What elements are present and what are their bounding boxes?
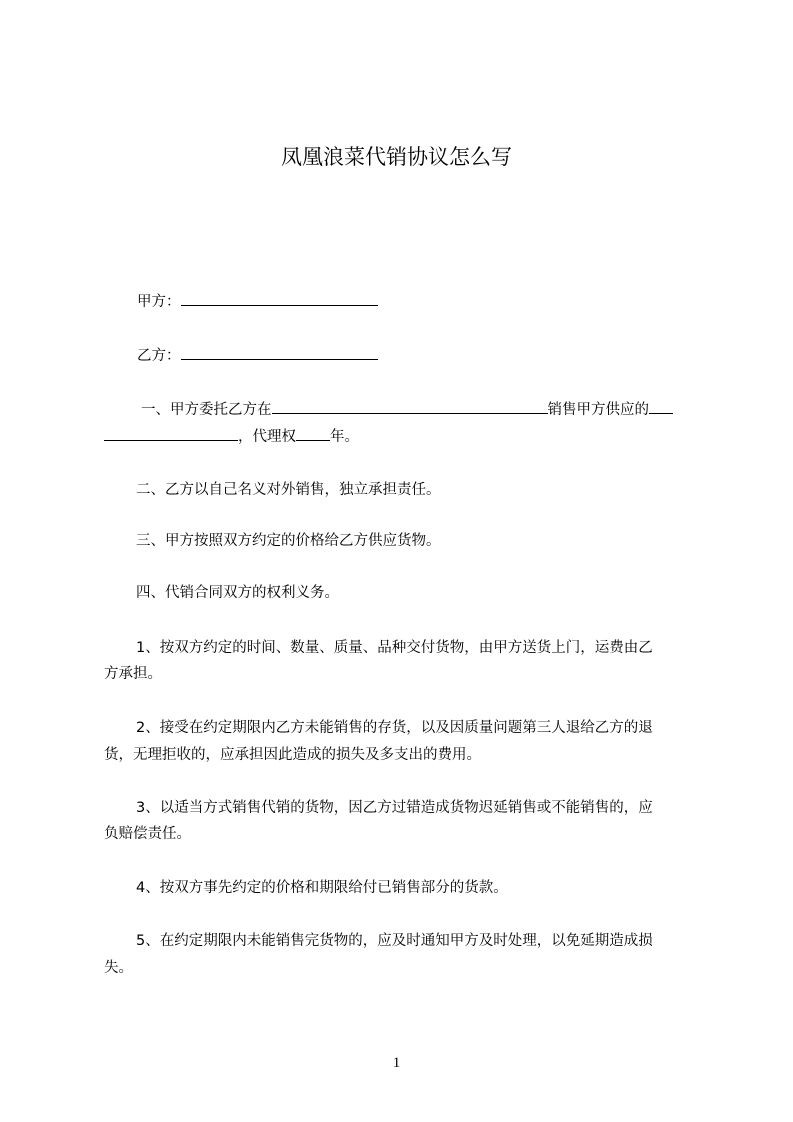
clause-4: 四、代销合同双方的权利义务。 (136, 585, 339, 601)
item-1-line-1: 1、按双方约定的时间、数量、质量、品种交付货物，由甲方送货上门，运费由乙 (136, 640, 653, 656)
party-b-line (137, 344, 747, 366)
clause-1-part-2: 销售甲方供应的 (547, 402, 649, 418)
clause-1-term-blank[interactable] (296, 425, 330, 441)
clause-1-part-1: 一、甲方委托乙方在 (141, 402, 272, 418)
party-a-blank[interactable] (181, 290, 378, 306)
item-1-line-2: 方承担。 (104, 666, 162, 682)
party-b-blank[interactable] (181, 344, 378, 360)
clause-1-line-2 (104, 425, 714, 447)
clause-1-line-1 (141, 398, 751, 420)
clause-1-part-3: ，代理权 (238, 429, 296, 445)
document-title: 凤凰浪菜代销协议怎么写 (281, 145, 512, 169)
item-5-line-2: 失。 (104, 960, 133, 976)
clause-1-goods-blank-a[interactable] (649, 398, 673, 414)
item-3-line-1: 3、以适当方式销售代销的货物，因乙方过错造成货物迟延销售或不能销售的，应 (136, 800, 653, 816)
clause-2: 二、乙方以自己名义对外销售，独立承担责任。 (136, 482, 441, 498)
clause-1-location-blank[interactable] (272, 398, 548, 414)
clause-3: 三、甲方按照双方约定的价格给乙方供应货物。 (136, 533, 441, 549)
item-5-line-1: 5、在约定期限内未能销售完货物的，应及时通知甲方及时处理，以免延期造成损 (136, 933, 653, 949)
clause-1-part-4: 年。 (330, 429, 359, 445)
item-2-line-2: 货，无理拒收的，应承担因此造成的损失及多支出的费用。 (104, 747, 481, 763)
item-2-line-1: 2、接受在约定期限内乙方未能销售的存货，以及因质量问题第三人退给乙方的退 (136, 720, 653, 736)
clause-1-goods-blank-b[interactable] (104, 425, 238, 441)
item-4: 4、按双方事先约定的价格和期限给付已销售部分的货款。 (136, 880, 508, 896)
page-number: 1 (392, 1055, 401, 1071)
party-b-label: 乙方： (137, 348, 181, 364)
item-3-line-2: 负赔偿责任。 (104, 826, 191, 842)
party-a-label: 甲方： (137, 294, 181, 310)
party-a-line (137, 290, 747, 312)
